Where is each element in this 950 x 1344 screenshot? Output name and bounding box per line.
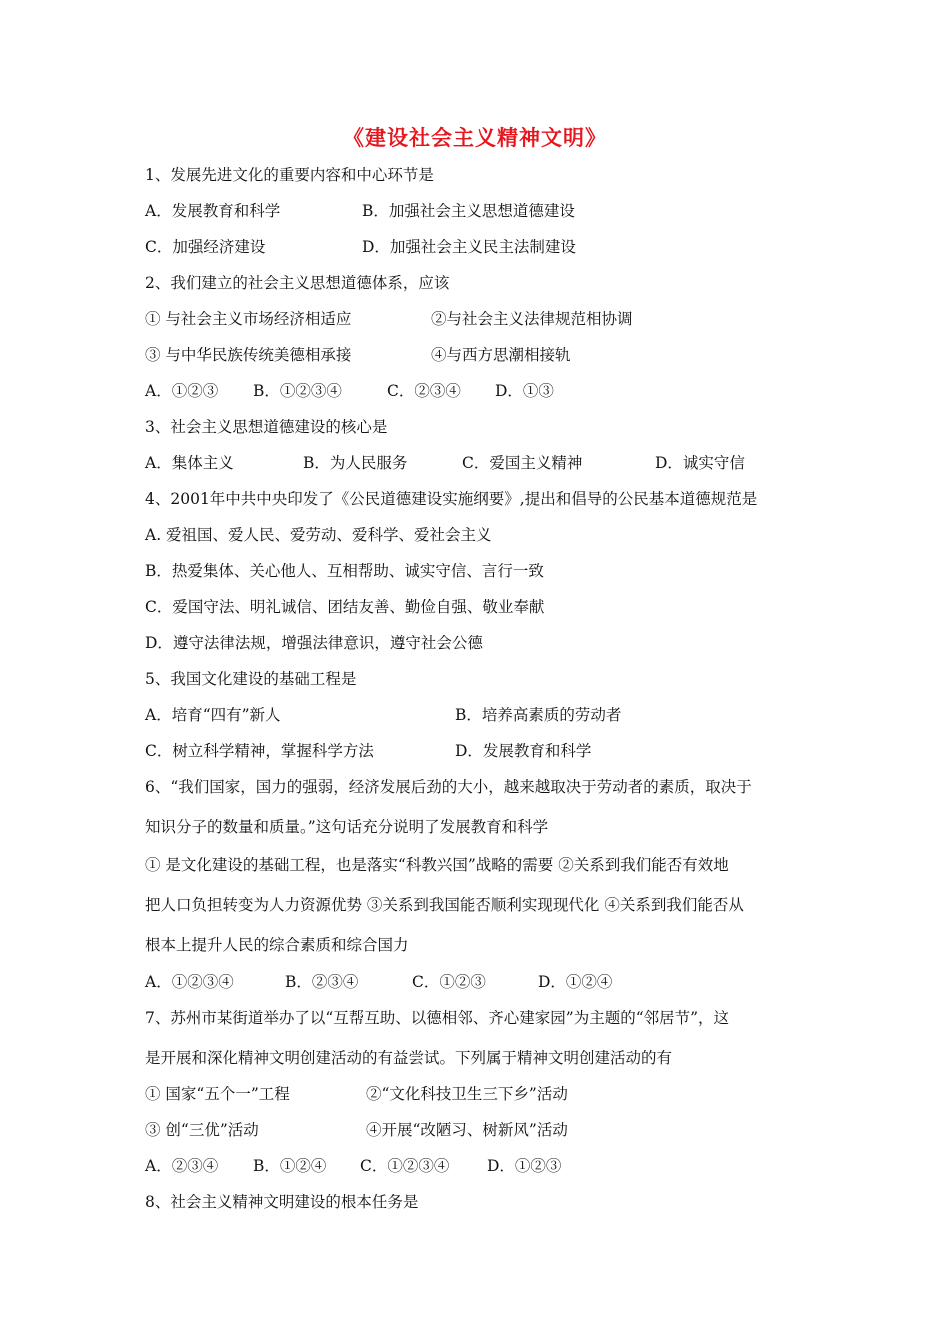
question-4-option-d: D．遵守法律法规，增强法律意识，遵守社会公德 [145,634,483,652]
question-6-option-d: D．①②④ [538,973,613,991]
question-2-item-2: ②与社会主义法律规范相协调 [431,310,633,328]
question-2-item-4: ④与西方思潮相接轨 [431,346,571,364]
question-6-items-line-1: ① 是文化建设的基础工程，也是落实“科教兴国”战略的需要 ②关系到我们能否有效地 [145,856,729,874]
question-6-items-line-2: 把人口负担转变为人力资源优势 ③关系到我国能否顺利实现现代化 ④关系到我们能否从 [145,896,744,914]
document-title: 《建设社会主义精神文明》 [343,126,607,150]
question-3-option-b: B．为人民服务 [303,454,408,472]
question-4-option-b: B．热爱集体、关心他人、互相帮助、诚实守信、言行一致 [145,562,544,580]
question-7-item-4: ④开展“改陋习、树新风”活动 [366,1121,568,1139]
question-1-option-c: C．加强经济建设 [145,238,266,256]
question-5-stem: 5、我国文化建设的基础工程是 [145,670,357,688]
question-2-item-3: ③ 与中华民族传统美德相承接 [145,346,352,364]
question-2-item-1: ① 与社会主义市场经济相适应 [145,310,352,328]
question-5-option-d: D．发展教育和科学 [455,742,592,760]
question-6-option-b: B．②③④ [285,973,359,991]
question-7-option-d: D．①②③ [487,1157,562,1175]
question-2-option-b: B．①②③④ [253,382,342,400]
question-7-item-2: ②“文化科技卫生三下乡”活动 [366,1085,568,1103]
question-1-option-b: B．加强社会主义思想道德建设 [362,202,575,220]
question-7-item-1: ① 国家“五个一”工程 [145,1085,290,1103]
question-5-option-a: A．培育“四有”新人 [145,706,281,724]
question-7-option-b: B．①②④ [253,1157,327,1175]
question-2-option-a: A．①②③ [145,382,219,400]
question-4-option-a: A. 爱祖国、爱人民、爱劳动、爱科学、爱社会主义 [145,526,492,544]
question-2-option-c: C．②③④ [387,382,461,400]
question-6-option-a: A．①②③④ [145,973,234,991]
question-4-stem: 4、2001年中共中央印发了《公民道德建设实施纲要》,提出和倡导的公民基本道德规范是 [145,490,758,508]
question-8-stem: 8、社会主义精神文明建设的根本任务是 [145,1193,419,1211]
question-6-option-c: C．①②③ [412,973,486,991]
question-5-option-b: B．培养高素质的劳动者 [455,706,622,724]
question-1-option-a: A．发展教育和科学 [145,202,281,220]
question-7-stem-line-2: 是开展和深化精神文明创建活动的有益尝试。下列属于精神文明创建活动的有 [145,1049,673,1067]
question-3-option-d: D．诚实守信 [655,454,745,472]
question-5-option-c: C．树立科学精神，掌握科学方法 [145,742,374,760]
question-2-stem: 2、我们建立的社会主义思想道德体系，应该 [145,274,450,292]
question-7-option-c: C．①②③④ [360,1157,450,1175]
question-7-stem-line-1: 7、苏州市某街道举办了以“互帮互助、以德相邻、齐心建家园”为主题的“邻居节”，这 [145,1009,730,1027]
question-7-option-a: A．②③④ [145,1157,219,1175]
question-6-stem-line-1: 6、“我们国家，国力的强弱，经济发展后劲的大小，越来越取决于劳动者的素质，取决于 [145,778,752,796]
question-7-item-3: ③ 创“三优”活动 [145,1121,259,1139]
question-6-stem-line-2: 知识分子的数量和质量。”这句话充分说明了发展教育和科学 [145,818,549,836]
question-4-option-c: C．爱国守法、明礼诚信、团结友善、勤俭自强、敬业奉献 [145,598,545,616]
question-1-stem: 1、发展先进文化的重要内容和中心环节是 [145,166,434,184]
question-3-option-c: C．爱国主义精神 [462,454,583,472]
question-2-option-d: D．①③ [495,382,554,400]
question-1-option-d: D．加强社会主义民主法制建设 [362,238,576,256]
question-3-option-a: A．集体主义 [145,454,234,472]
question-6-items-line-3: 根本上提升人民的综合素质和综合国力 [145,936,409,954]
question-3-stem: 3、社会主义思想道德建设的核心是 [145,418,388,436]
